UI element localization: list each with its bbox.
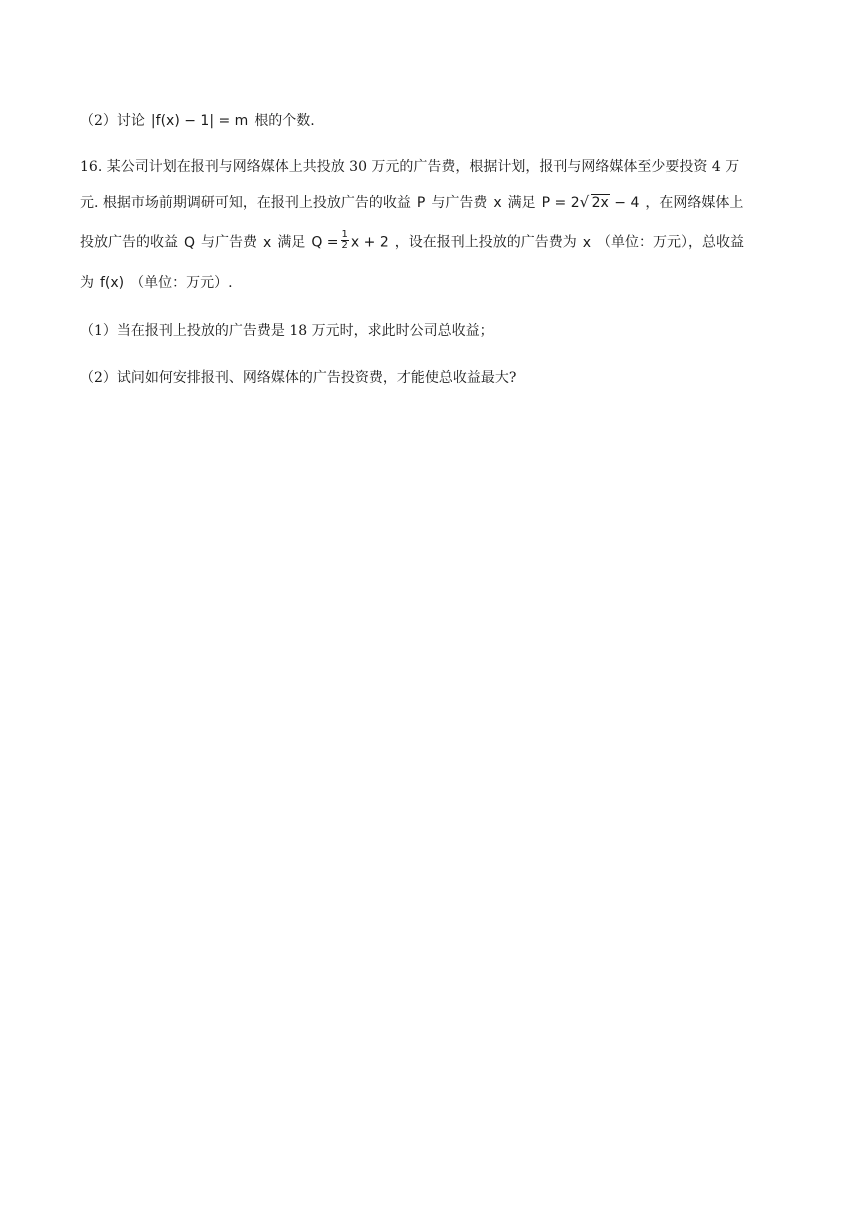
- function-fx: f(x): [100, 275, 125, 291]
- fraction-denominator: 2: [341, 240, 348, 251]
- fraction: [341, 230, 349, 251]
- question-16-line-4: [80, 273, 233, 293]
- question-16-line-3: [80, 229, 745, 253]
- text-span: （单位：万元）.: [130, 275, 233, 291]
- text-span: 与广告费: [201, 234, 258, 251]
- variable-q: Q: [184, 234, 196, 251]
- part-2-text: （2）试问如何安排报刊、网络媒体的广告投资费，才能使总收益最大?: [80, 370, 517, 386]
- text-span: 元. 根据市场前期调研可知，在报刊上投放广告的收益: [80, 195, 411, 211]
- radical-sign: √: [579, 193, 590, 211]
- formula-rhs: x + 2: [350, 234, 389, 251]
- question-16-part-2: [80, 368, 516, 388]
- math-expression: |f(x) − 1| = m: [150, 113, 249, 129]
- question-15-part-2: [80, 111, 315, 131]
- sqrt-symbol: [580, 193, 610, 213]
- formula-lhs: Q =: [311, 234, 339, 251]
- radicand: 2x: [591, 195, 609, 211]
- formula-p: [542, 193, 640, 213]
- text-span: （单位：万元），总收益: [597, 234, 745, 251]
- part-tail: 根的个数.: [254, 113, 315, 129]
- variable-x: x: [582, 234, 592, 251]
- text-span: ，在网络媒体上: [645, 195, 744, 211]
- formula-lhs: P = 2: [541, 195, 580, 211]
- text-span: 满足: [277, 234, 306, 251]
- question-16-line-1: [80, 157, 739, 177]
- part-1-text: （1）当在报刊上投放的广告费是 18 万元时，求此时公司总收益；: [80, 323, 494, 339]
- text-span: 与广告费: [431, 195, 488, 211]
- text-span: 投放广告的收益: [80, 234, 178, 251]
- formula-rhs: − 4: [614, 195, 640, 211]
- part-label: （2）讨论: [80, 113, 145, 129]
- fraction-numerator: 1: [341, 229, 348, 240]
- variable-x: x: [493, 195, 502, 211]
- question-16-line-2: [80, 193, 743, 213]
- variable-p: P: [416, 195, 426, 211]
- question-16-text: 16. 某公司计划在报刊与网络媒体上共投放 30 万元的广告费，根据计划，报刊与网络媒体至少要投资 4 万: [80, 159, 740, 175]
- question-16-part-1: [80, 321, 494, 341]
- formula-q: [311, 229, 389, 253]
- text-span: 为: [80, 275, 94, 291]
- variable-x: x: [263, 234, 272, 251]
- text-span: 满足: [507, 195, 536, 211]
- text-span: ，设在报刊上投放的广告费为: [394, 234, 577, 251]
